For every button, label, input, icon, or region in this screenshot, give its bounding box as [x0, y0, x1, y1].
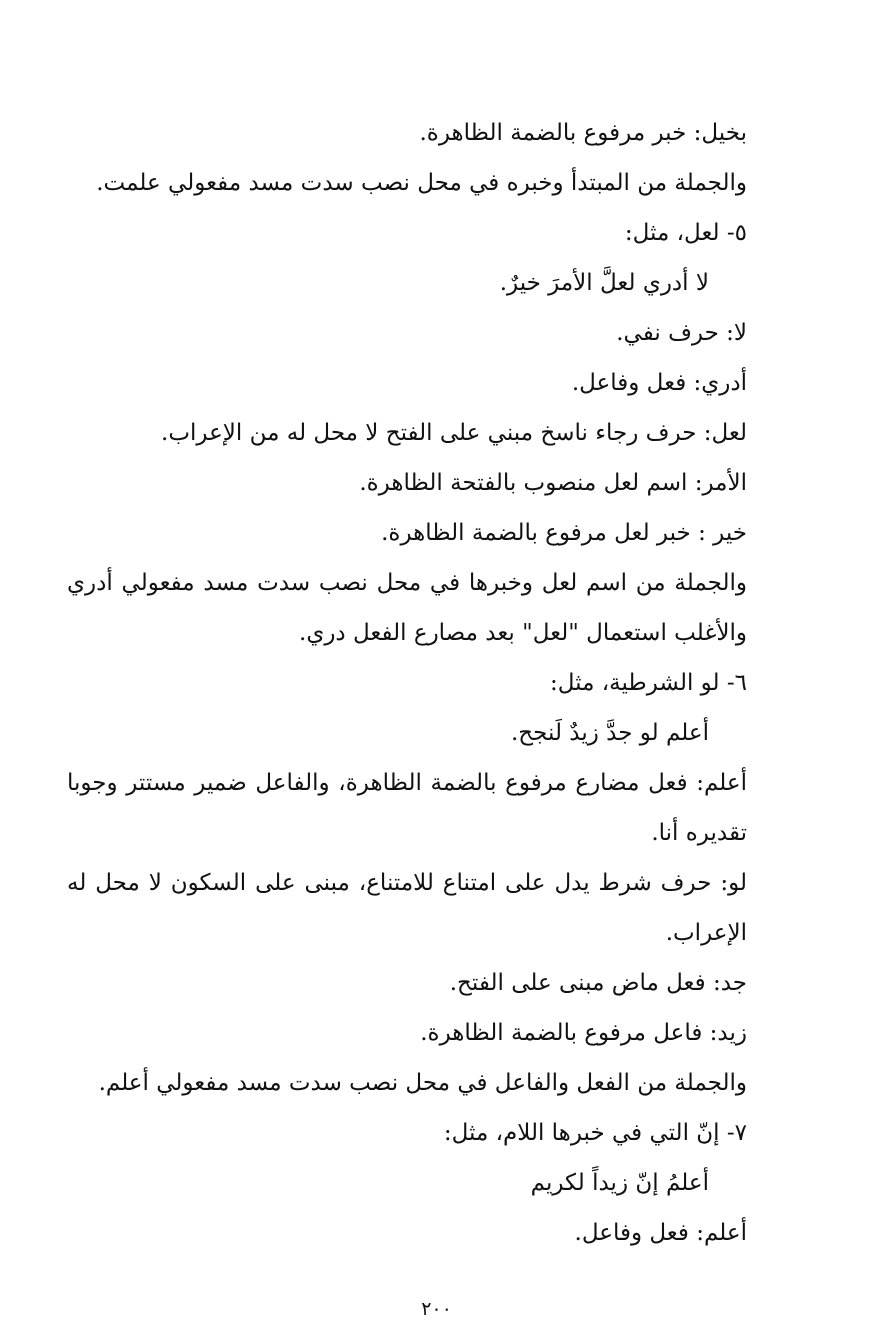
- text-line: جد: فعل ماض مبنى على الفتح.: [449, 970, 747, 996]
- text-line: ٦- لو الشرطية، مثل:: [550, 670, 747, 696]
- page-number: ٢٠٠: [421, 1298, 452, 1320]
- text-line: لا أدري لعلَّ الأمرَ خيرٌ.: [499, 270, 709, 296]
- text-line: أعلمُ إنّ زيداً لكريم: [530, 1170, 709, 1196]
- text-line: أعلم: فعل وفاعل.: [574, 1220, 747, 1246]
- text-line: الإعراب.: [665, 920, 747, 946]
- text-line: أدري: فعل وفاعل.: [571, 370, 747, 396]
- text-line: والجملة من المبتدأ وخبره في محل نصب سدت مسد مفعولي علمت.: [96, 170, 747, 196]
- text-line: ٧- إنّ التي في خبرها اللام، مثل:: [443, 1120, 747, 1146]
- text-line: لو: حرف شرط يدل على امتناع للامتناع، مبنى على السكون لا محل له: [67, 870, 747, 896]
- text-line: ٥- لعل، مثل:: [624, 220, 747, 246]
- text-line: خير : خبر لعل مرفوع بالضمة الظاهرة.: [381, 520, 747, 546]
- text-line: لعل: حرف رجاء ناسخ مبني على الفتح لا محل له من الإعراب.: [161, 420, 747, 446]
- text-line: أعلم لو جدَّ زيدٌ لَنجح.: [511, 720, 709, 746]
- text-line: زيد: فاعل مرفوع بالضمة الظاهرة.: [420, 1020, 747, 1046]
- text-line: تقديره أنا.: [651, 820, 747, 846]
- text-line: لا: حرف نفي.: [616, 320, 747, 346]
- text-line: والجملة من اسم لعل وخبرها في محل نصب سدت مسد مفعولي أدري: [67, 570, 747, 596]
- text-line: بخيل: خبر مرفوع بالضمة الظاهرة.: [419, 120, 747, 146]
- text-line: والجملة من الفعل والفاعل في محل نصب سدت مسد مفعولي أعلم.: [98, 1070, 747, 1096]
- text-line: أعلم: فعل مضارع مرفوع بالضمة الظاهرة، والفاعل ضمير مستتر وجوبا: [67, 770, 747, 796]
- text-line: والأغلب استعمال "لعل" بعد مصارع الفعل دري.: [299, 620, 747, 646]
- body-text: [67, 108, 747, 1258]
- text-line: الأمر: اسم لعل منصوب بالفتحة الظاهرة.: [359, 470, 747, 496]
